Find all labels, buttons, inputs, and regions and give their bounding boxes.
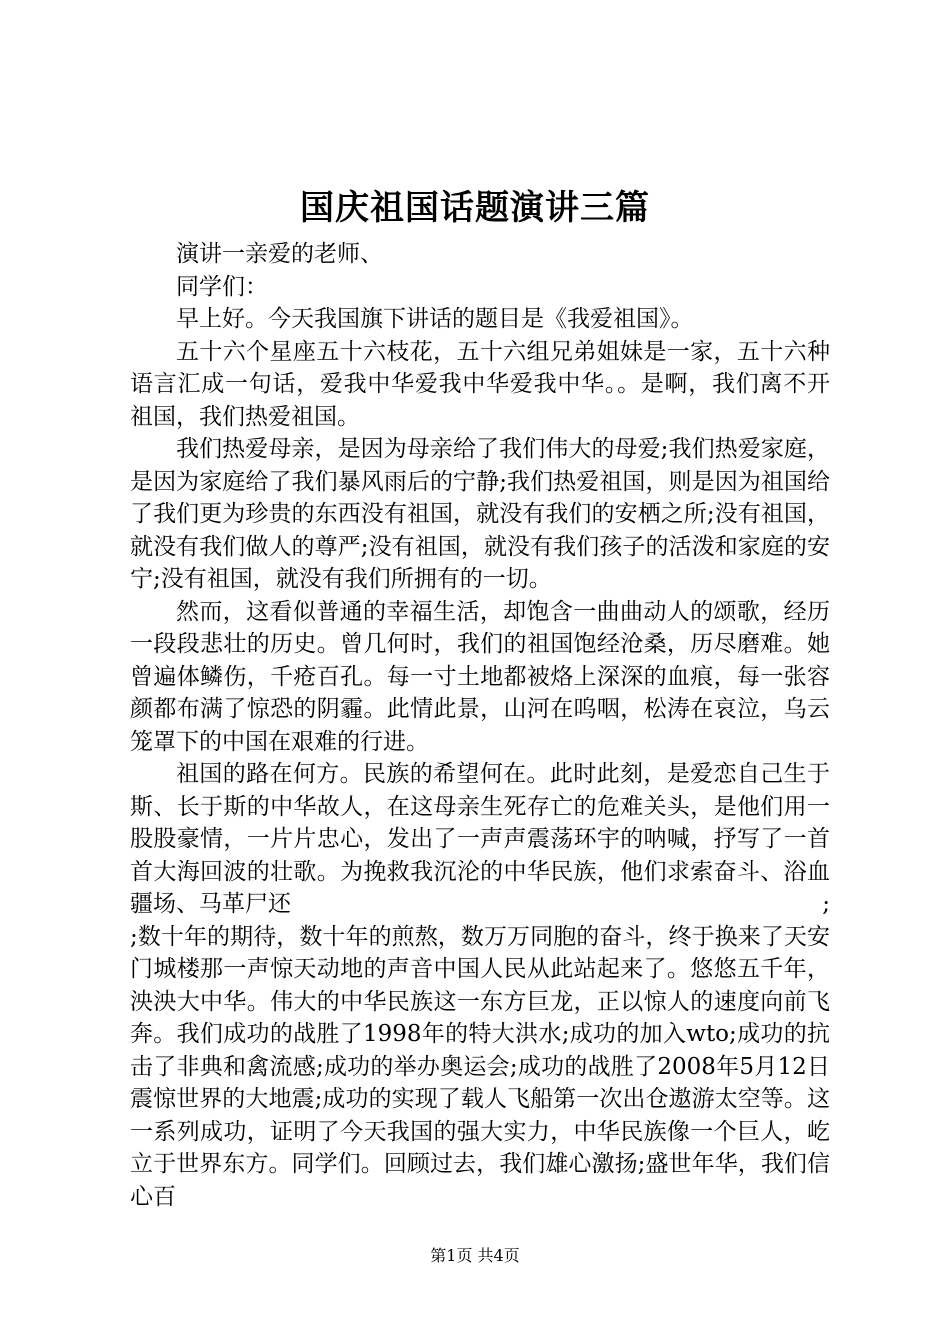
paragraph-greeting-2: 同学们： (176, 273, 268, 300)
paragraph-3: 然而，这看似普通的幸福生活，却饱含一曲曲动人的颂歌，经历一段段悲壮的历史。曾几何时，我们的祖国饱经沧桑，历尽磨难。她曾遍体鳞伤，千疮百孔。每一寸土地都被烙上深深的血痕，每一张容颜都布满了惊恐的阴霾。此情此景，山河在呜咽，松涛在哀泣，乌云笼罩下的中国在艰难的行进。 (130, 598, 830, 755)
paragraph-1: 五十六个星座五十六枝花，五十六组兄弟姐妹是一家，五十六种语言汇成一句话，爱我中华爱我中华爱我中华。。是啊，我们离不开祖国，我们热爱祖国。 (130, 338, 830, 430)
page-footer: 第1页 共4页 (430, 1246, 520, 1265)
paragraph-4-tail: ; (822, 891, 830, 917)
paragraph-opening: 早上好。今天我国旗下讲话的题目是《我爱祖国》。 (176, 306, 694, 332)
paragraph-greeting: 演讲一亲爱的老师、 (176, 241, 383, 267)
document-title: 国庆祖国话题演讲三篇 (300, 188, 650, 228)
document-body (130, 238, 830, 1213)
paragraph-4-text: 祖国的路在何方。民族的希望何在。此时此刻，是爱恋自己生于斯、长于斯的中华故人，在这母亲生死存亡的危难关头，是他们用一股股豪情，一片片忠心，发出了一声声震荡环宇的呐喊，抒写了一首首大海回波的壮歌。为挽救我沉沦的中华民族，他们求索奋斗、浴血疆场、马革尸还 (130, 761, 830, 917)
paragraph-5: ;数十年的期待，数十年的煎熬，数万万同胞的奋斗，终于换来了天安门城楼那一声惊天动地的声音中国人民从此站起来了。悠悠五千年，泱泱大中华。伟大的中华民族这一东方巨龙，正以惊人的速度向前飞奔。我们成功的战胜了1998年的特大洪水;成功的加入wto;成功的抗击了非典和禽流感;成功的举办奥运会;成功的战胜了2008年5月12日震惊世界的大地震;成功的实现了载人飞船第一次出仓遨游太空等。这一系列成功，证明了今天我国的强大实力，中华民族像一个巨人，屹立于世界东方。同学们。回顾过去，我们雄心激扬;盛世年华，我们信心百 (130, 923, 830, 1210)
paragraph-4 (130, 758, 830, 921)
paragraph-2: 我们热爱母亲，是因为母亲给了我们伟大的母爱;我们热爱家庭，是因为家庭给了我们暴风雨后的宁静;我们热爱祖国，则是因为祖国给了我们更为珍贵的东西没有祖国，就没有我们的安栖之所;没有祖国，就没有我们做人的尊严;没有祖国，就没有我们孩子的活泼和家庭的安宁;没有祖国，就没有我们所拥有的一切。 (130, 436, 830, 592)
